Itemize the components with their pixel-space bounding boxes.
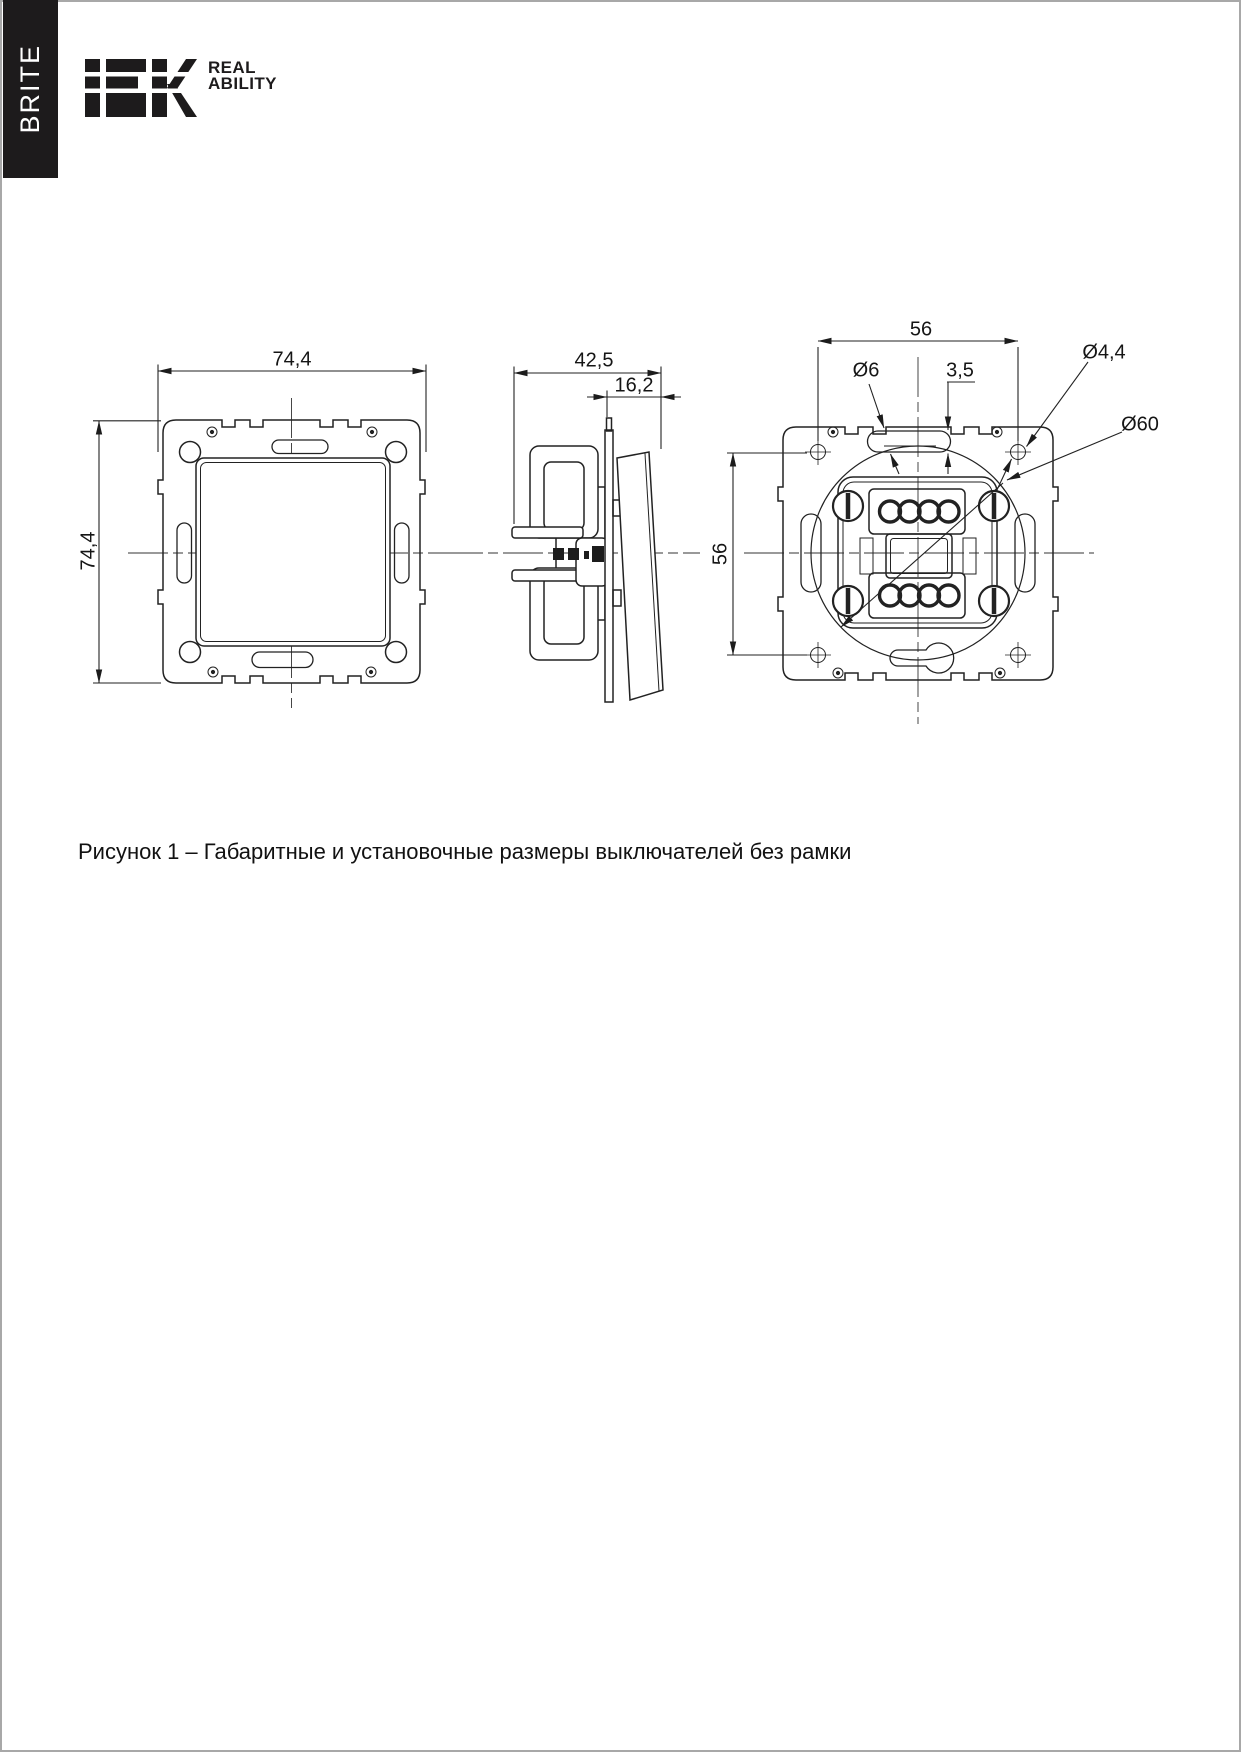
tagline-line1: REAL (208, 58, 256, 77)
tagline-line2: ABILITY (208, 73, 277, 93)
front-rocker (196, 458, 390, 646)
side-claw-top (530, 446, 598, 538)
back-mechanism (833, 477, 1009, 628)
back-dimensions (727, 341, 1122, 655)
side-view (443, 367, 700, 703)
dim-back-spacing-horizontal: 56 (909, 318, 933, 341)
dim-back-spacing-vertical: 56 (709, 542, 732, 566)
dim-box-circle-diameter: Ø60 (1121, 413, 1159, 436)
dim-side-protrusion: 16,2 (614, 374, 654, 397)
back-centerlines (744, 357, 1094, 724)
dim-slot-width: 3,5 (946, 359, 974, 382)
dim-side-total-depth: 42,5 (574, 349, 614, 372)
front-view (93, 365, 456, 709)
side-rocker (617, 452, 663, 700)
dim-screw-hole-diameter: Ø4,4 (1082, 341, 1126, 364)
dim-front-width: 74,4 (272, 348, 312, 371)
series-label: BRITE (15, 44, 45, 134)
back-view (727, 341, 1122, 724)
figure-caption: Рисунок 1 – Габаритные и установочные размеры выключателей без рамки (78, 839, 852, 864)
dim-claw-slot-diameter: Ø6 (852, 359, 880, 382)
dim-front-height: 74,4 (77, 531, 100, 571)
